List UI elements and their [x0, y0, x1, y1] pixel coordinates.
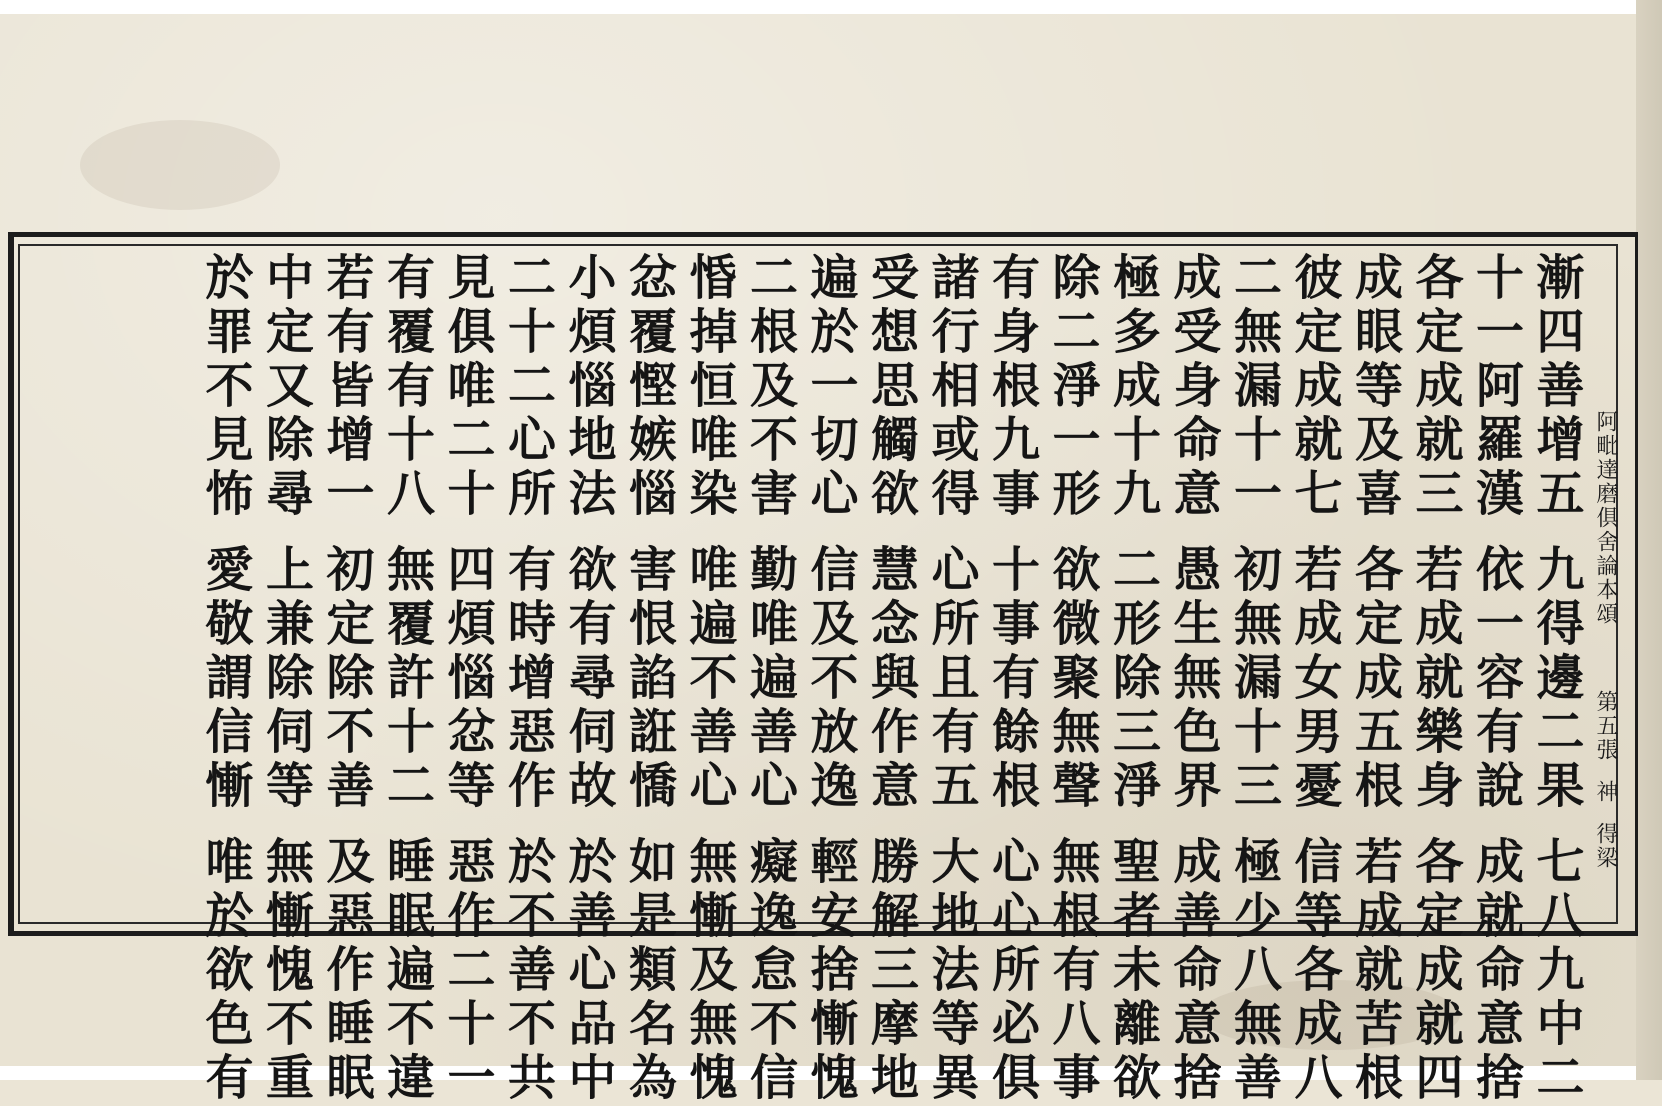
verse-phrase: 睡眠遍不違	[378, 836, 435, 1106]
verse-phrase: 無覆許十二	[378, 544, 435, 814]
verse-phrase: 小煩惱地法	[560, 252, 616, 522]
verse-phrase: 大地法等異	[923, 836, 979, 1106]
verse-phrase: 勝解三摩地	[862, 836, 919, 1106]
verse-phrase: 癡逸怠不信	[741, 836, 798, 1106]
verse-column	[1346, 252, 1403, 1106]
verse-phrase: 無根有八事	[1044, 836, 1100, 1106]
verse-phrase: 成受身命意	[1165, 252, 1221, 522]
page-edge	[1636, 0, 1662, 1080]
verse-phrase: 害恨諂誑憍	[620, 544, 677, 814]
verse-phrase: 中定又除尋	[257, 252, 314, 522]
paper-stain	[80, 120, 280, 210]
verse-column	[923, 252, 979, 1106]
verse-phrase: 各定成就三	[1407, 252, 1463, 522]
verse-phrase: 慧念與作意	[862, 544, 919, 814]
verse-column	[197, 252, 253, 1106]
verse-phrase: 九得邊二果	[1528, 544, 1584, 814]
verse-phrase: 信等各成八	[1286, 836, 1342, 1106]
verse-phrase: 漸四善增五	[1528, 252, 1584, 522]
verse-phrase: 若成就苦根	[1346, 836, 1403, 1106]
mark-2: 得梁	[1593, 822, 1618, 870]
verse-phrase: 諸行相或得	[923, 252, 979, 522]
verse-phrase: 上兼除伺等	[257, 544, 314, 814]
verse-phrase: 如是類名為	[620, 836, 677, 1106]
verse-phrase: 初定除不善	[318, 544, 374, 814]
verse-phrase: 十一阿羅漢	[1467, 252, 1524, 522]
verse-phrase: 聖者未離欲	[1104, 836, 1161, 1106]
verse-phrase: 除二淨一形	[1044, 252, 1100, 522]
verse-phrase: 惡作二十一	[439, 836, 495, 1106]
verse-phrase: 於善心品中	[560, 836, 616, 1106]
verse-column	[1104, 252, 1161, 1106]
verse-phrase: 欲微聚無聲	[1044, 544, 1100, 814]
verse-phrase: 欲有尋伺故	[560, 544, 616, 814]
verse-phrase: 極少八無善	[1225, 836, 1282, 1106]
verse-column	[681, 252, 737, 1106]
verse-phrase: 輕安捨慚愧	[802, 836, 858, 1106]
verse-column	[741, 252, 798, 1106]
verse-phrase: 忿覆慳嫉惱	[620, 252, 677, 522]
verse-column	[499, 252, 556, 1106]
verse-column	[862, 252, 919, 1106]
verse-phrase: 愚生無色界	[1165, 544, 1221, 814]
verse-phrase: 心所且有五	[923, 544, 979, 814]
verse-phrase: 若有皆增一	[318, 252, 374, 522]
verse-phrase: 無慚愧不重	[257, 836, 314, 1106]
verse-phrase: 信及不放逸	[802, 544, 858, 814]
verse-phrase: 四煩惱忿等	[439, 544, 495, 814]
verse-column	[1286, 252, 1342, 1106]
verse-column	[1407, 252, 1463, 1106]
verse-phrase: 見俱唯二十	[439, 252, 495, 522]
verse-column	[318, 252, 374, 1106]
verse-phrase: 勤唯遍善心	[741, 544, 798, 814]
verse-phrase: 若成就樂身	[1407, 544, 1463, 814]
verse-column	[1044, 252, 1100, 1106]
verse-phrase: 唯於欲色有	[197, 836, 253, 1106]
verse-phrase: 有覆有十八	[378, 252, 435, 522]
mark-1: 神	[1593, 780, 1618, 804]
verse-phrase: 七八九中二	[1528, 836, 1584, 1106]
verse-column	[378, 252, 435, 1106]
verse-phrase: 二形除三淨	[1104, 544, 1161, 814]
verse-phrase: 及惡作睡眠	[318, 836, 374, 1106]
verse-phrase: 唯遍不善心	[681, 544, 737, 814]
verse-phrase: 二無漏十一	[1225, 252, 1282, 522]
verse-column	[257, 252, 314, 1106]
verse-column	[1165, 252, 1221, 1106]
verse-phrase: 二十二心所	[499, 252, 556, 522]
verse-phrase: 各定成就四	[1407, 836, 1463, 1106]
verse-phrase: 二根及不害	[741, 252, 798, 522]
verse-column	[983, 252, 1040, 1106]
verse-phrase: 無慚及無愧	[681, 836, 737, 1106]
verse-phrase: 愛敬謂信慚	[197, 544, 253, 814]
verse-phrase: 依一容有說	[1467, 544, 1524, 814]
verse-phrase: 各定成五根	[1346, 544, 1403, 814]
verse-phrase: 若成女男憂	[1286, 544, 1342, 814]
verse-column	[1528, 252, 1584, 1106]
verse-column	[1225, 252, 1282, 1106]
verse-phrase: 於罪不見怖	[197, 252, 253, 522]
verse-phrase: 受想思觸欲	[862, 252, 919, 522]
verse-phrase: 心心所必俱	[983, 836, 1040, 1106]
book-title: 阿毗達磨俱舍論本頌	[1593, 410, 1618, 626]
verse-phrase: 有時增惡作	[499, 544, 556, 814]
scan-border-top	[0, 0, 1662, 14]
verse-phrase: 成眼等及喜	[1346, 252, 1403, 522]
page-number	[1590, 690, 1621, 870]
verse-phrase: 遍於一切心	[802, 252, 858, 522]
verse-phrase: 有身根九事	[983, 252, 1040, 522]
verse-phrase: 初無漏十三	[1225, 544, 1282, 814]
verse-phrase: 成善命意捨	[1165, 836, 1221, 1106]
verse-phrase: 於不善不共	[499, 836, 556, 1106]
page-number-text: 第五張	[1593, 690, 1618, 762]
verse-phrase: 極多成十九	[1104, 252, 1161, 522]
verse-column	[620, 252, 677, 1106]
verse-phrase: 惛掉恒唯染	[681, 252, 737, 522]
verse-phrase: 彼定成就七	[1286, 252, 1342, 522]
verse-column	[439, 252, 495, 1106]
verse-column	[560, 252, 616, 1106]
verse-phrase: 十事有餘根	[983, 544, 1040, 814]
verse-phrase: 成就命意捨	[1467, 836, 1524, 1106]
verse-column	[802, 252, 858, 1106]
verse-column	[1467, 252, 1524, 1106]
